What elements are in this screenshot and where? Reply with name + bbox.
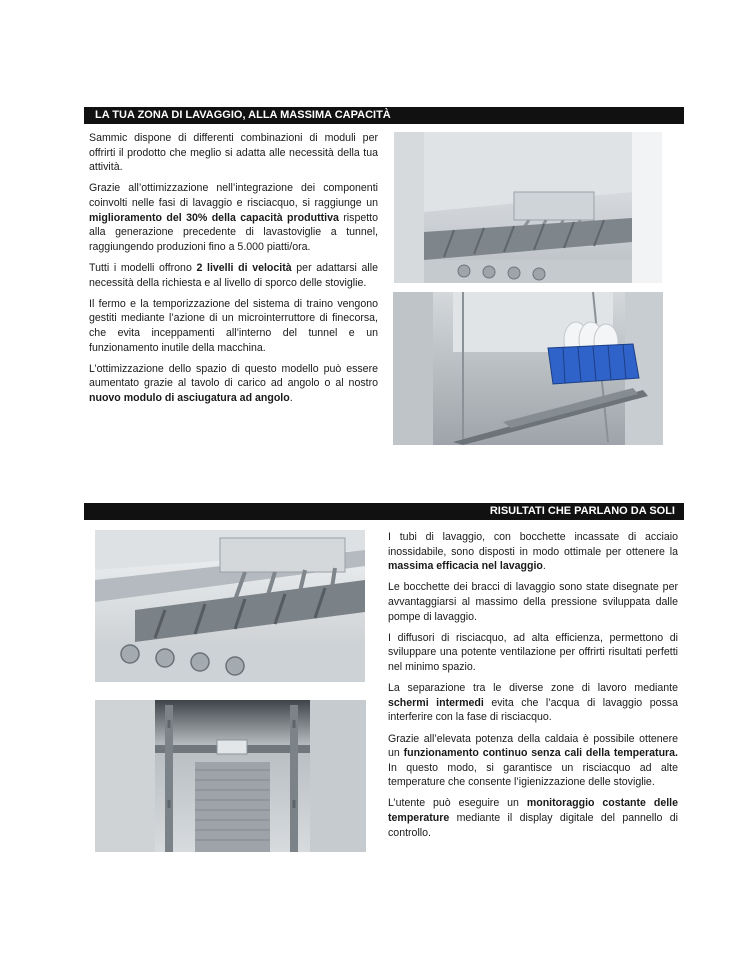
paragraph [89, 297, 378, 355]
paragraph-text: Grazie all’ottimizzazione nell’integrazione dei componenti coinvolti nelle fasi di lavaggio e risciacquo, si raggiunge un [89, 182, 378, 209]
paragraph-text: I diffusori di risciacquo, ad alta efficienza, permettono di sviluppare una potente ventilazione per offrirti risultati perfetti nel minimo spazio. [388, 631, 678, 673]
paragraph-text: . [289, 391, 293, 404]
paragraph [388, 796, 678, 840]
highlight-text: schermi intermedi [388, 696, 484, 709]
rack-with-plates-photo [393, 292, 663, 445]
paragraph-text: I tubi di lavaggio, con bocchette incassate di acciaio inossidabile, sono disposti in modo ottimale per ottenere la [388, 531, 678, 558]
section-body-text [388, 530, 678, 847]
highlight-text: nuovo modulo di asciugatura ad angolo [89, 391, 290, 404]
paragraph-text: . [542, 560, 546, 573]
highlight-text: monitoraggio costante delle temperature [388, 797, 678, 825]
paragraph [388, 681, 678, 725]
section-body-text [89, 131, 378, 412]
paragraph-text: mediante il display digitale del pannello di controllo. [388, 812, 678, 839]
paragraph [388, 530, 678, 574]
paragraph [89, 131, 378, 175]
paragraph-text: Il fermo e la temporizzazione del sistema di traino vengono gestiti mediante l’azione di un microinterruttore di finecorsa, che evita inceppamenti all’interno del tunnel e un funzionamento inutile della macchina. [89, 297, 378, 354]
highlight-text: funzionamento continuo senza cali della temperatura. [403, 747, 678, 760]
section-title-bar [84, 107, 684, 124]
paragraph-text: L’ottimizzazione dello spazio di questo modello può essere aumentato grazie al tavolo di carico ad angolo o al nostro [89, 362, 378, 390]
highlight-text: massima efficacia nel lavaggio [388, 560, 543, 573]
wash-arms-photo [394, 132, 662, 283]
wash-nozzles-photo [95, 530, 365, 682]
tunnel-interior-photo [95, 700, 366, 852]
paragraph-text: Grazie all’elevata potenza della caldaia è possibile ottenere un [388, 732, 678, 760]
paragraph-text: rispetto alla generazione precedente di lavastoviglie a tunnel, raggiungendo produzioni fino a 5.000 piatti/ora. [89, 211, 379, 253]
paragraph-text: evita che l’acqua di lavaggio possa interferire con la fase di risciacquo. [388, 696, 678, 724]
paragraph-text: L’utente può eseguire un [388, 797, 527, 810]
paragraph [89, 181, 378, 254]
paragraph [388, 631, 678, 675]
paragraph [89, 362, 378, 406]
paragraph [388, 580, 678, 624]
section-title: RISULTATI CHE PARLANO DA SOLI [489, 505, 675, 517]
section-title: LA TUA ZONA DI LAVAGGIO, ALLA MASSIMA CAPACITÀ [95, 109, 391, 121]
paragraph [89, 261, 378, 290]
paragraph [388, 732, 678, 790]
section-title-bar [84, 503, 684, 520]
paragraph-text: In questo modo, si garantisce un risciacquo ad alte temperature che consente l’igienizzazione delle stoviglie. [388, 761, 678, 789]
highlight-text: 2 livelli di velocità [196, 261, 292, 274]
paragraph-text: Le bocchette dei bracci di lavaggio sono state disegnate per avvantaggiarsi al massimo della pressione sviluppata dalle pompe di lavaggio. [388, 581, 678, 623]
paragraph-text: Sammic dispone di differenti combinazioni di moduli per offrirti il prodotto che meglio si adatta alle necessità della tua attività. [89, 132, 378, 174]
paragraph-text: per adattarsi alle necessità della richiesta e al livello di sporco delle stoviglie. [89, 261, 379, 289]
paragraph-text: La separazione tra le diverse zone di lavoro mediante [388, 682, 678, 695]
highlight-text: miglioramento del 30% della capacità produttiva [89, 211, 339, 224]
paragraph-text: Tutti i modelli offrono [89, 261, 197, 274]
